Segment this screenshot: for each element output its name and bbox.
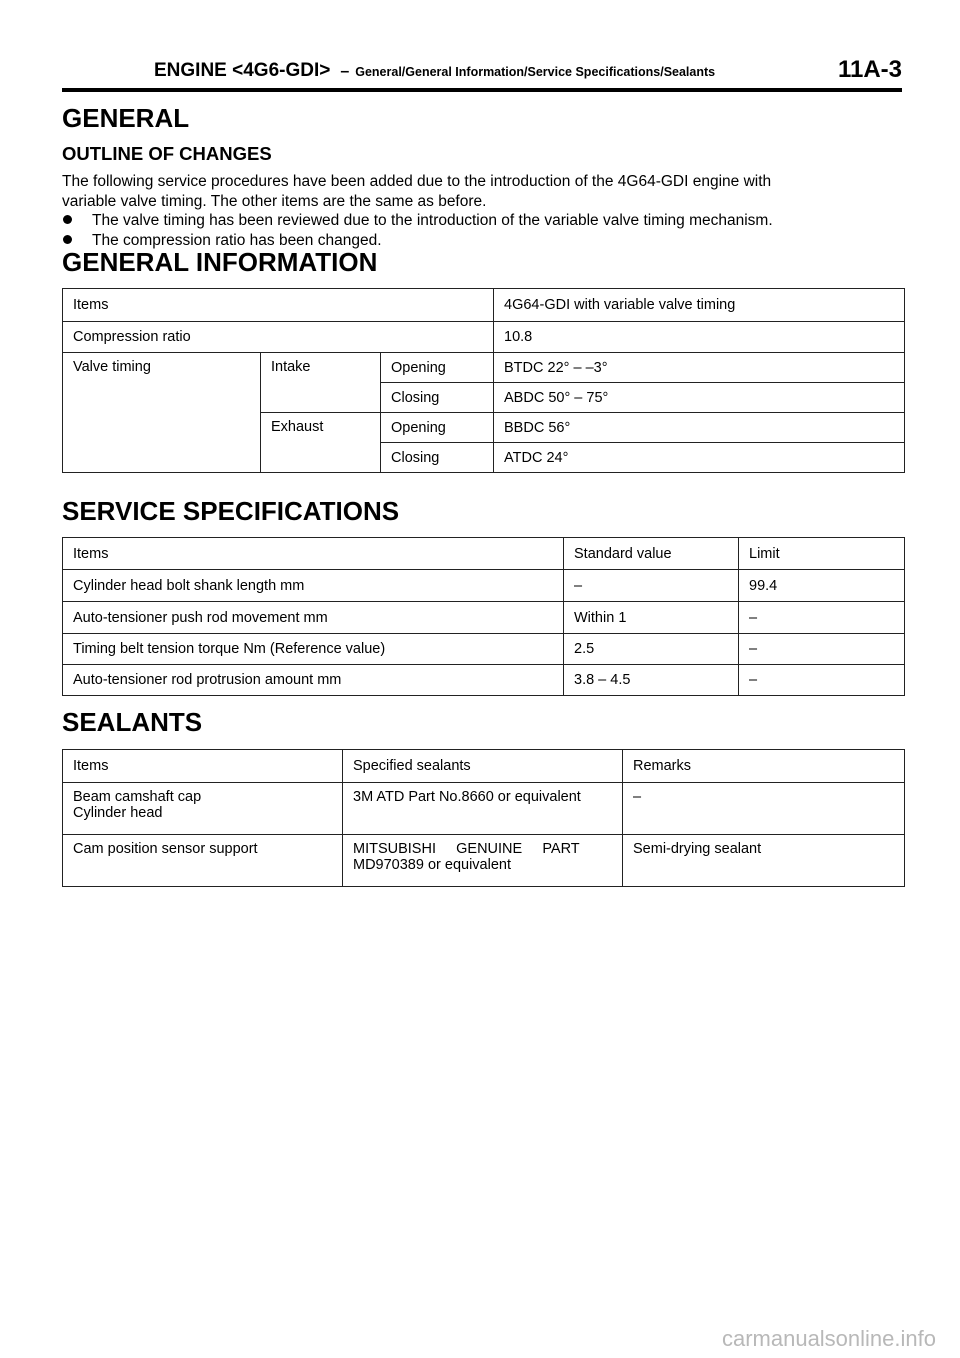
general-information-heading: GENERAL INFORMATION <box>62 247 378 277</box>
header-dash: – <box>340 63 350 80</box>
general-heading: GENERAL <box>62 103 190 133</box>
header-engine: ENGINE <4G6-GDI> <box>154 60 331 81</box>
table-cell: Opening <box>381 413 494 443</box>
table-cell: Closing <box>381 443 494 473</box>
intro-line-1: The following service procedures have been added due to the introduction of the 4G64-GDI engine with <box>62 173 772 190</box>
table-cell: Valve timing <box>63 353 261 473</box>
table-cell: 3.8 – 4.5 <box>564 665 739 696</box>
table-row <box>63 665 905 696</box>
table-cell: Exhaust <box>261 413 381 473</box>
table-row <box>63 570 905 602</box>
table-cell: Opening <box>381 353 494 383</box>
table-row <box>63 322 905 353</box>
bullet-dot-icon <box>63 235 72 244</box>
outline-heading: OUTLINE OF CHANGES <box>62 143 272 164</box>
table-row <box>63 783 905 835</box>
table-header-cell: 4G64-GDI with variable valve timing <box>494 289 905 322</box>
table-header-cell: Items <box>63 538 564 570</box>
table-cell: 99.4 <box>739 570 905 602</box>
table-header-cell: Specified sealants <box>343 750 623 783</box>
intro-paragraph <box>62 172 904 211</box>
sealants-heading: SEALANTS <box>62 707 203 737</box>
table-row <box>63 538 905 570</box>
table-row <box>63 289 905 322</box>
table-header-cell: Remarks <box>623 750 905 783</box>
table-row <box>63 634 905 665</box>
table-cell: BBDC 56° <box>494 413 905 443</box>
intro-line-2: variable valve timing. The other items are the same as before. <box>62 192 487 210</box>
sealants-table <box>62 749 905 887</box>
table-cell: Beam camshaft cap Cylinder head <box>63 783 343 835</box>
bullet-item: The valve timing has been reviewed due to the introduction of the variable valve timing mechanism. <box>62 211 904 231</box>
table-cell: – <box>623 783 905 835</box>
table-cell: Semi-drying sealant <box>623 835 905 887</box>
table-row <box>63 602 905 634</box>
table-cell: Cam position sensor support <box>63 835 343 887</box>
table-cell: Auto-tensioner rod protrusion amount mm <box>63 665 564 696</box>
page-number: 11A-3 <box>837 56 902 83</box>
table-cell: Closing <box>381 383 494 413</box>
table-cell: MITSUBISHI GENUINE PART MD970389 or equivalent <box>343 835 623 887</box>
bullet-dot-icon <box>63 215 72 224</box>
bullet-item: The compression ratio has been changed. <box>62 231 904 251</box>
table-cell: Cylinder head bolt shank length mm <box>63 570 564 602</box>
table-cell: – <box>739 634 905 665</box>
running-header <box>62 52 902 92</box>
table-row <box>63 835 905 887</box>
table-header-cell: Limit <box>739 538 905 570</box>
table-cell: Within 1 <box>564 602 739 634</box>
table-cell: 10.8 <box>494 322 905 353</box>
table-cell: 2.5 <box>564 634 739 665</box>
table-cell: Timing belt tension torque Nm (Reference value) <box>63 634 564 665</box>
table-cell: Auto-tensioner push rod movement mm <box>63 602 564 634</box>
general-information-table <box>62 288 905 473</box>
header-section: General/General Information/Service Specifications/Sealants <box>355 65 716 79</box>
table-cell: Compression ratio <box>63 322 494 353</box>
table-row <box>63 353 905 383</box>
table-cell: BTDC 22° – –3° <box>494 353 905 383</box>
table-header-cell: Items <box>63 750 343 783</box>
site-watermark: carmanualsonline.info <box>721 1326 936 1351</box>
table-cell: – <box>739 602 905 634</box>
table-cell: ATDC 24° <box>494 443 905 473</box>
table-header-cell: Standard value <box>564 538 739 570</box>
table-row <box>63 750 905 783</box>
table-header-cell: Items <box>63 289 494 322</box>
header-title <box>154 60 715 82</box>
table-cell: Intake <box>261 353 381 413</box>
table-cell: ABDC 50° – 75° <box>494 383 905 413</box>
table-cell: – <box>564 570 739 602</box>
table-cell: 3M ATD Part No.8660 or equivalent <box>343 783 623 835</box>
service-specifications-heading: SERVICE SPECIFICATIONS <box>62 496 400 526</box>
service-specifications-table <box>62 537 905 696</box>
table-cell: – <box>739 665 905 696</box>
